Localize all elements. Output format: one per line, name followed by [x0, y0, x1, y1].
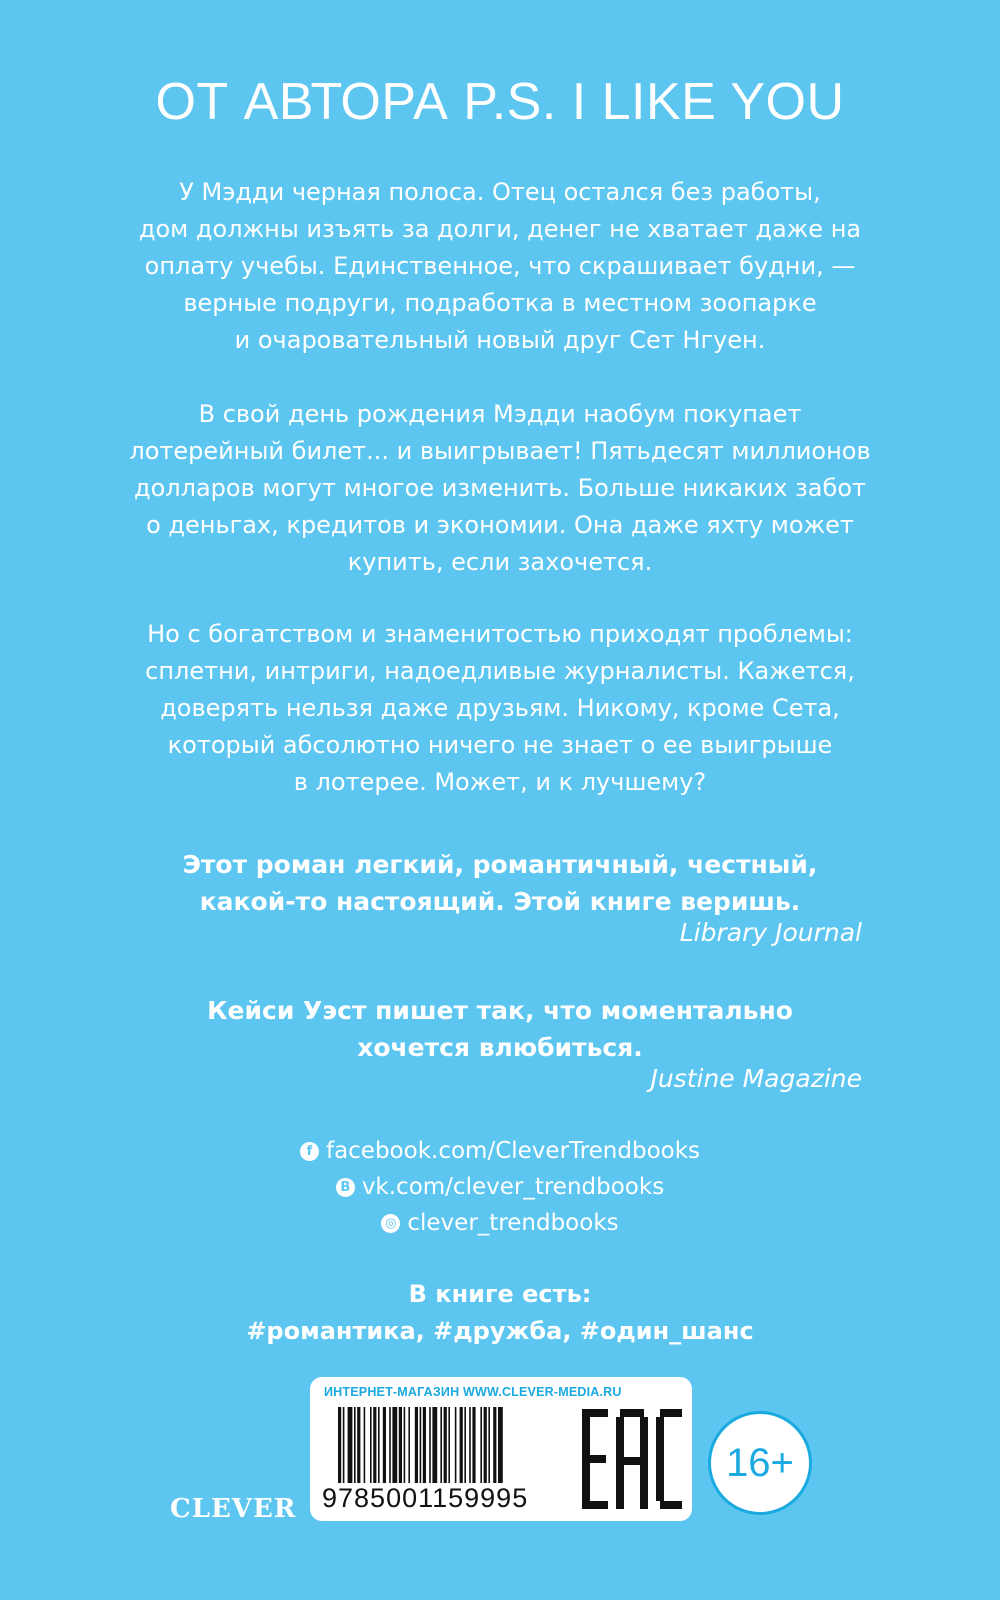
facebook-icon: f [300, 1142, 319, 1161]
text-line: и очаровательный новый друг Сет Нгуен. [234, 326, 766, 354]
social-link-vk[interactable] [0, 1169, 1000, 1205]
review-quote-2 [100, 992, 900, 1066]
quote-source: Library Journal [679, 918, 862, 947]
text-line: о деньгах, кредитов и экономии. Она даже яхту может [146, 511, 854, 539]
synopsis-paragraph-1 [100, 174, 900, 359]
social-link-instagram[interactable] [0, 1205, 1000, 1241]
text-line: долларов могут многое изменить. Больше никаких забот [134, 474, 866, 502]
barcode-icon [338, 1407, 566, 1483]
review-quote-1 [100, 846, 900, 920]
synopsis-paragraph-3 [100, 616, 900, 801]
quote-source: Justine Magazine [650, 1064, 862, 1093]
text-line: оплату учебы. Единственное, что скрашивает будни, — [144, 252, 856, 280]
text-line: лотерейный билет... и выигрывает! Пятьдесят миллионов [129, 437, 871, 465]
text-line: который абсолютно ничего не знает о ее выигрыше [167, 731, 833, 759]
vk-icon: B [336, 1178, 355, 1197]
shop-url: ИНТЕРНЕТ-МАГАЗИН WWW.CLEVER-MEDIA.RU [324, 1385, 622, 1399]
text-line: верные подруги, подработка в местном зоопарке [183, 289, 817, 317]
text-line: В свой день рождения Мэдди наобум покупает [198, 400, 802, 428]
quote-line: хочется влюбиться. [357, 1033, 643, 1062]
social-link-text: facebook.com/CleverTrendbooks [325, 1138, 701, 1164]
social-link-text: clever_trendbooks [407, 1210, 619, 1236]
social-links [0, 1133, 1000, 1241]
text-line: У Мэдди черная полоса. Отец остался без работы, [179, 178, 821, 206]
quote-line: Этот роман легкий, романтичный, честный, [182, 850, 818, 879]
synopsis-paragraph-2 [100, 396, 900, 581]
quote-line: Кейси Уэст пишет так, что моментально [207, 996, 793, 1025]
publisher-logo: CLEVER [170, 1494, 297, 1524]
age-rating-badge: 16+ [708, 1411, 812, 1515]
text-line: купить, если захочется. [347, 548, 653, 576]
text-line: доверять нельзя даже друзьям. Никому, кроме Сета, [160, 694, 840, 722]
text-line: сплетни, интриги, надоедливые журналисты. Кажется, [145, 657, 855, 685]
book-tags [0, 1276, 1000, 1350]
cover-heading: ОТ АВТОРА P.S. I LIKE YOU [155, 73, 845, 131]
instagram-icon: ◎ [381, 1214, 400, 1233]
barcode-panel [310, 1377, 692, 1521]
text-line: в лотерее. Может, и к лучшему? [293, 768, 707, 796]
text-line: дом должны изъять за долги, денег не хватает даже на [138, 215, 862, 243]
tags-heading: В книге есть: [408, 1280, 592, 1308]
social-link-facebook[interactable] [0, 1133, 1000, 1169]
text-line: Но с богатством и знаменитостью приходят проблемы: [147, 620, 853, 648]
social-link-text: vk.com/clever_trendbooks [361, 1174, 665, 1200]
isbn-number: 9785001159995 [322, 1483, 529, 1513]
eac-mark-icon [580, 1405, 684, 1513]
quote-line: какой-то настоящий. Этой книге веришь. [199, 887, 801, 916]
tags-list: #романтика, #дружба, #один_шанс [246, 1317, 754, 1345]
